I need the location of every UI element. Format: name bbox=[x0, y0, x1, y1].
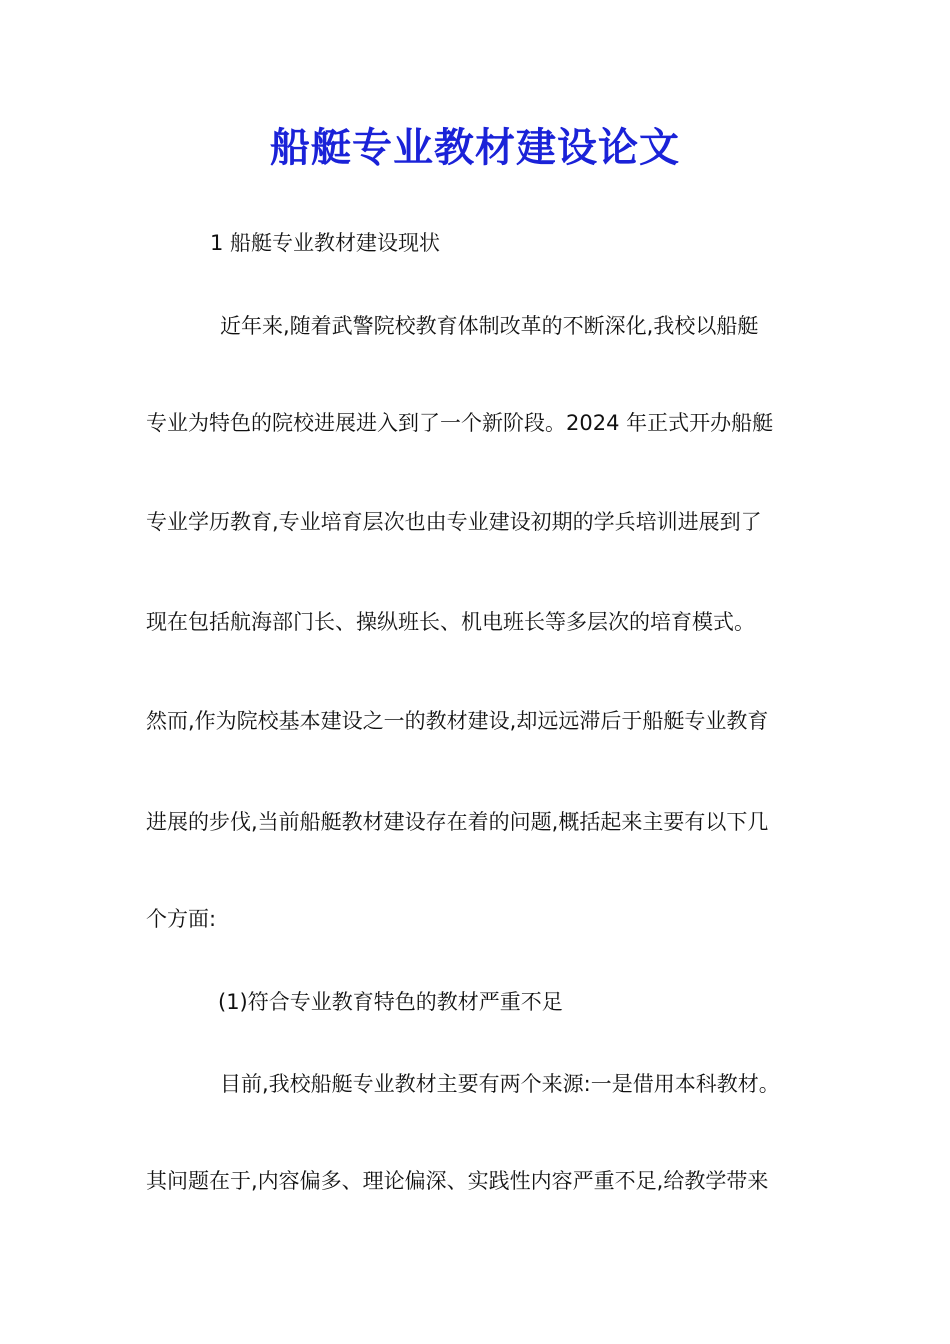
paragraph-line: 专业为特色的院校进展进入到了一个新阶段。2024 年正式开办船艇 bbox=[146, 411, 774, 435]
paragraph-line: 个方面: bbox=[146, 907, 217, 931]
paragraph-line: 目前,我校船艇专业教材主要有两个来源:一是借用本科教材。 bbox=[220, 1072, 780, 1096]
section-heading: 1 船艇专业教材建设现状 bbox=[210, 231, 441, 255]
paragraph-line: 现在包括航海部门长、操纵班长、机电班长等多层次的培育模式。 bbox=[146, 610, 755, 634]
paragraph-line: 然而,作为院校基本建设之一的教材建设,却远远滞后于船艇专业教育 bbox=[146, 709, 769, 733]
paragraph-line: 近年来,随着武警院校教育体制改革的不断深化,我校以船艇 bbox=[220, 314, 759, 338]
document-title: 船艇专业教材建设论文 bbox=[270, 124, 680, 171]
paragraph-line: 专业学历教育,专业培育层次也由专业建设初期的学兵培训进展到了 bbox=[146, 510, 762, 534]
paragraph-line: 进展的步伐,当前船艇教材建设存在着的问题,概括起来主要有以下几 bbox=[146, 810, 769, 834]
paragraph-line: 其问题在于,内容偏多、理论偏深、实践性内容严重不足,给教学带来 bbox=[146, 1169, 769, 1193]
subsection-heading: (1)符合专业教育特色的教材严重不足 bbox=[218, 990, 563, 1014]
